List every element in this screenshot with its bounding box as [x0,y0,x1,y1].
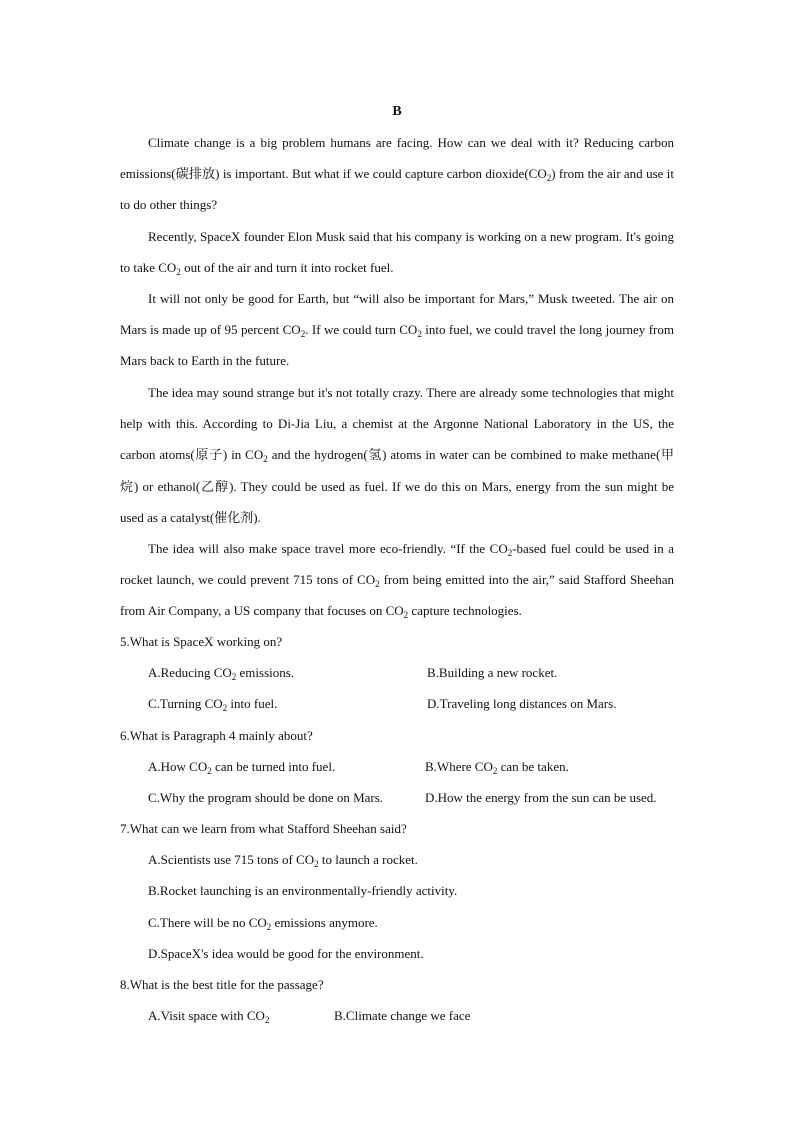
question-8-option-b: B.Climate change we face [334,1008,471,1023]
question-7-option-b: B.Rocket launching is an environmentally-friendly activity. [148,883,458,898]
subscript: 2 [264,1015,270,1025]
subscript: 2 [222,703,228,713]
question-7-option-c: C.There will be no $CO_2$ emissions anymore. [148,915,378,932]
subscript: 2 [507,548,513,558]
subscript: 2 [375,579,380,590]
subscript: 2 [546,173,552,184]
question-5-option-c: C.Turning $CO_2$ into fuel. [148,696,278,713]
subscript: 2 [207,766,212,776]
question-7-option-d: D.SpaceX's idea would be good for the environment. [148,946,424,961]
subscript: 2 [266,922,272,932]
subscript: 2 [492,766,498,776]
paragraph-5: The idea will also make space travel more eco-friendly. “If the $CO_2$-based fuel could be used in a rocket launch, we could prevent 715 tons of $CO_2$ from being emitted into the air,” said Stafford Sheehan from Air Company, a US company that focuses on $CO_2$ capture technologies. [120,541,674,621]
question-6-stem: 6.What is Paragraph 4 mainly about? [120,728,313,743]
question-6-option-a: A.How $CO_2$ can be turned into fuel. [148,759,336,776]
subscript: 2 [300,329,306,340]
subscript: 2 [314,859,319,869]
subscript: 2 [403,610,409,621]
question-8-option-a: A.Visit space with $CO_2$ [148,1008,270,1025]
subscript: 2 [231,672,237,682]
question-6-option-d: D.How the energy from the sun can be used. [425,790,657,805]
question-5-stem: 5.What is SpaceX working on? [120,634,283,649]
question-7-option-a: A.Scientists use 715 tons of $CO_2$ to launch a rocket. [148,852,418,869]
section-heading: B [392,104,402,119]
paragraph-1: Climate change is a big problem humans are facing. How can we deal with it? Reducing carbon emissions(碳排放) is important. But what if we could capture carbon $dioxide(CO_2)$ from the air and use it to do other things? [120,135,674,213]
question-5-option-a: A.Reducing $CO_2$ emissions. [148,665,295,682]
question-5-option-d: D.Traveling long distances on Mars. [427,696,617,711]
question-5-option-b: B.Building a new rocket. [427,665,558,680]
question-6-option-b: B.Where $CO_2$ can be taken. [425,759,569,776]
subscript: 2 [417,329,422,340]
subscript: 2 [263,454,268,465]
question-7-stem: 7.What can we learn from what Stafford Sheehan said? [120,821,407,836]
subscript: 2 [176,267,181,278]
paragraph-4: The idea may sound strange but it's not totally crazy. There are already some technologies that might help with this. According to Di-Jia Liu, a chemist at the Argonne National Laboratory in the US, the carbon atoms(原子) in $CO_2$ and the hydrogen(氢) atoms in water can be combined to make methane(甲烷) or ethanol(乙醇). They could be used as fuel. If we do this on Mars, energy from the sun might be used as a catalyst(催化剂). [120,385,674,525]
question-8-stem: 8.What is the best title for the passage? [120,977,324,992]
paragraph-3: It will not only be good for Earth, but “will also be important for Mars,” Musk tweeted. The air on Mars is made up of 95 percent $CO_2$. If we could turn $CO_2$ into fuel, we could travel the long journey from Mars back to Earth in the future. [120,291,674,369]
question-6-option-c: C.Why the program should be done on Mars. [148,790,384,805]
paragraph-2: Recently, SpaceX founder Elon Musk said that his company is working on a new program. It's going to take $CO_2$ out of the air and turn it into rocket fuel. [120,229,674,278]
